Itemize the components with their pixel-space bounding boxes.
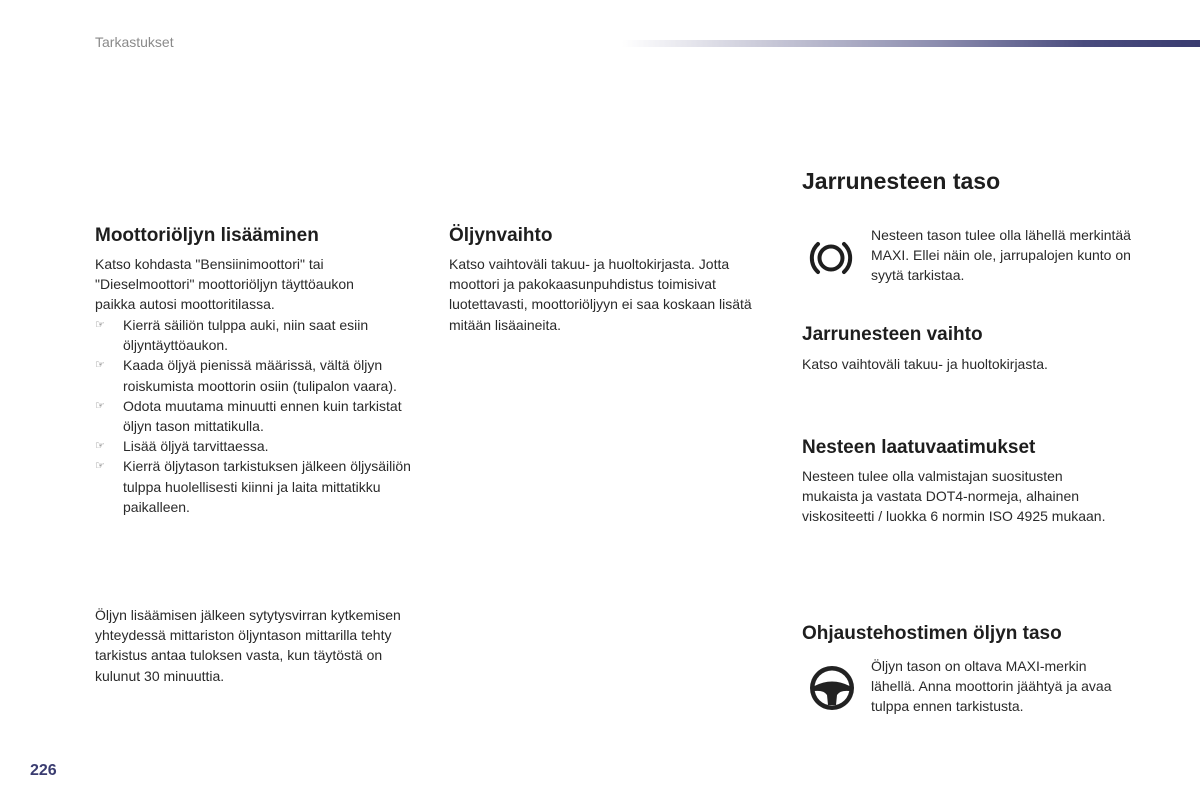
list-item xyxy=(95,355,425,395)
brake-change-title: Jarrunesteen vaihto xyxy=(802,324,983,345)
pointing-hand-icon: ☞ xyxy=(95,319,105,331)
step-text: Lisää öljyä tarvittaessa. xyxy=(123,438,269,455)
oil-change-title: Öljynvaihto xyxy=(449,225,553,246)
oil-adding-title: Moottoriöljyn lisääminen xyxy=(95,225,319,246)
list-item xyxy=(95,315,425,355)
list-item xyxy=(95,436,425,456)
step-text: Kaada öljyä pienissä määrissä, vältä öljyn roiskumista moottorin osiin (tulipalon vaara). xyxy=(123,357,397,394)
page-number: 226 xyxy=(30,762,57,779)
oil-adding-intro: Katso kohdasta "Bensiinimoottori" tai "Dieselmoottori" moottoriöljyn täyttöaukon paikka autosi moottoritilassa. xyxy=(95,256,354,313)
oil-change-text: Katso vaihtoväli takuu- ja huoltokirjasta. Jotta moottori ja pakokaasunpuhdistus toimisivat luotettavasti, moottoriöljyyn ei saa koskaan lisätä mitään lisäaineita. xyxy=(449,256,752,333)
oil-adding-steps xyxy=(95,315,425,517)
brake-level-text: Nesteen tason tulee olla lähellä merkintää MAXI. Ellei näin ole, jarrupalojen kunto on syytä tarkistaa. xyxy=(871,227,1131,284)
step-text: Kierrä öljytason tarkistuksen jälkeen öljysäiliön tulppa huolellisesti kiinni ja laita mittatikku paikalleen. xyxy=(123,458,411,515)
power-steering-text: Öljyn tason on oltava MAXI-merkin lähellä. Anna moottorin jäähtyä ja avaa tulppa ennen tarkistusta. xyxy=(871,658,1112,715)
step-text: Kierrä säiliön tulppa auki, niin saat esiin öljyntäyttöaukon. xyxy=(123,317,369,354)
pointing-hand-icon: ☞ xyxy=(95,460,105,473)
pointing-hand-icon: ☞ xyxy=(95,440,105,453)
oil-level-note: Öljyn lisäämisen jälkeen sytytysvirran kytkemisen yhteydessä mittariston öljyntason mittarilla tehty tarkistus antaa tuloksen vasta, kun täytöstä on kulunut 30 minuuttia. xyxy=(95,607,401,684)
brake-fluid-title: Jarrunesteen taso xyxy=(802,168,1001,194)
brake-change-text: Katso vaihtoväli takuu- ja huoltokirjasta. xyxy=(802,356,1048,372)
steering-wheel-icon xyxy=(806,662,858,714)
header-bar xyxy=(622,40,1200,47)
list-item xyxy=(95,456,425,517)
section-label: Tarkastukset xyxy=(95,34,174,50)
power-steering-title: Ohjaustehostimen öljyn taso xyxy=(802,623,1062,644)
fluid-quality-text: Nesteen tulee olla valmistajan suositusten mukaista ja vastata DOT4-normeja, alhainen viskositeetti / luokka 6 normin ISO 4925 mukaan. xyxy=(802,468,1106,525)
fluid-quality-title: Nesteen laatuvaatimukset xyxy=(802,437,1036,458)
list-item xyxy=(95,396,425,436)
brake-warning-icon xyxy=(806,236,856,280)
step-text: Odota muutama minuutti ennen kuin tarkistat öljyn tason mittatikulla. xyxy=(123,397,402,435)
pointing-hand-icon: ☞ xyxy=(95,359,105,372)
pointing-hand-icon: ☞ xyxy=(95,399,105,412)
